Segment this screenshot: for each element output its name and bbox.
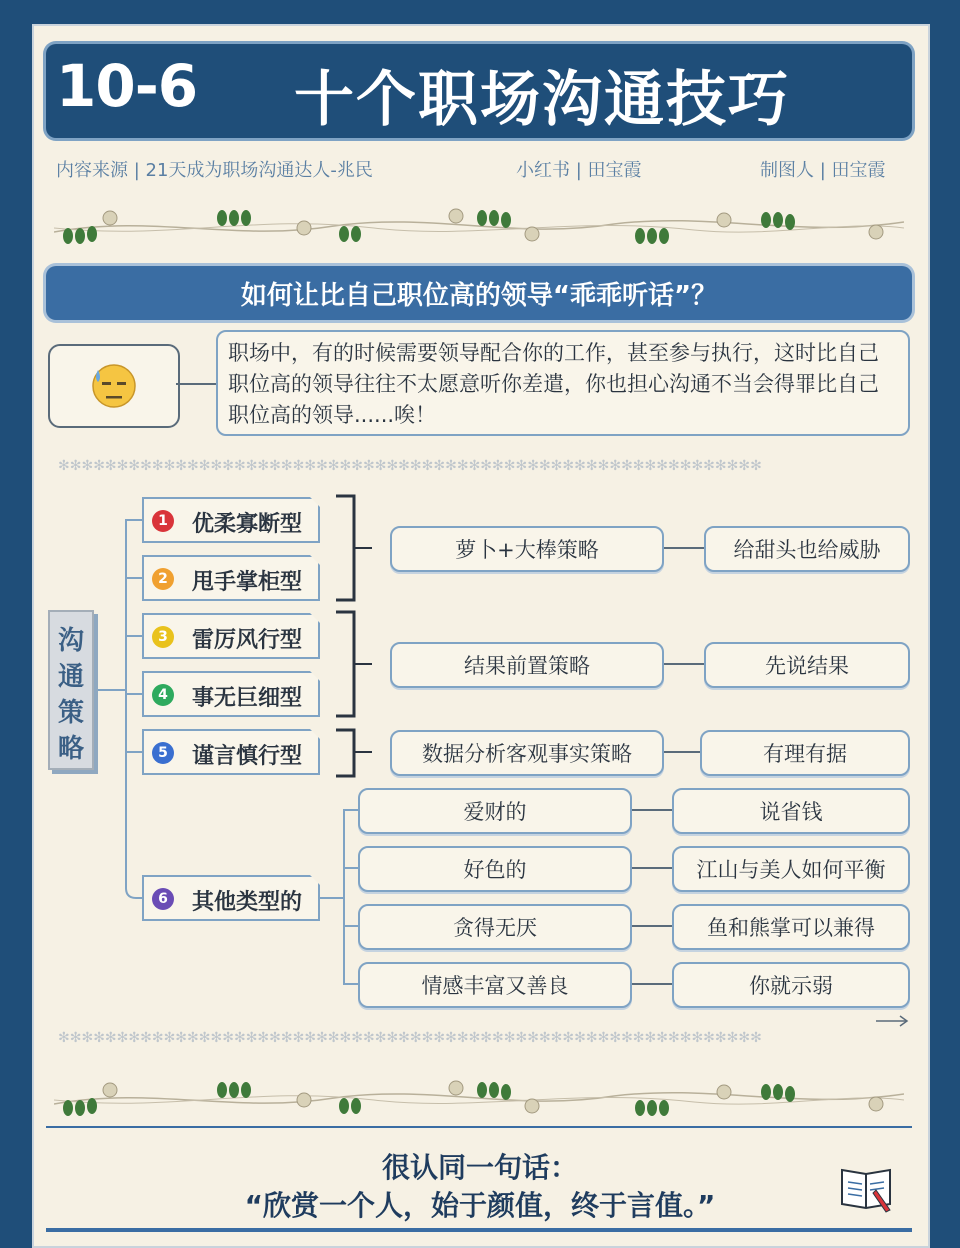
number-badge: 3 <box>152 626 174 648</box>
author-credit: 制图人 | 田宝霞 <box>760 160 886 181</box>
root-char: 沟 <box>57 626 84 656</box>
root-node-strategy <box>48 610 94 770</box>
strategy-node: 数据分析客观事实策略 <box>390 730 664 776</box>
fold-corner <box>310 555 320 565</box>
number-badge: 6 <box>152 888 174 910</box>
fold-corner <box>310 613 320 623</box>
detail-node: 有理有据 <box>700 730 910 776</box>
question-banner: 如何让比自己职位高的领导“乖乖听话”？ <box>46 266 912 320</box>
divider <box>46 1126 912 1128</box>
type-label: 优柔寡断型 <box>192 512 303 537</box>
type-node <box>142 497 320 543</box>
book-pen-icon <box>836 1160 896 1214</box>
fold-corner <box>310 497 320 507</box>
other-kind-node: 好色的 <box>358 846 632 892</box>
number-badge: 1 <box>152 510 174 532</box>
type-label: 雷厉风行型 <box>192 628 303 653</box>
number-badge: 5 <box>152 742 174 764</box>
platform-credit: 小红书 | 田宝霞 <box>516 160 642 181</box>
detail-node: 给甜头也给威胁 <box>704 526 910 572</box>
intro-text: 职场中，有的时候需要领导配合你的工作，甚至参与执行，这时比自己职位高的领导往往不太愿意听你差遣，你也担心沟通不当会得罪比自己职位高的领导......唉！ <box>216 330 910 436</box>
root-char: 通 <box>57 662 84 692</box>
star-divider-bottom: ✻✻✻✻✻✻✻✻✻✻✻✻✻✻✻✻✻✻✻✻✻✻✻✻✻✻✻✻✻✻✻✻✻✻✻✻✻✻✻✻✻✻✻✻✻✻✻✻✻✻✻✻✻✻✻✻✻✻✻✻ <box>58 1030 762 1046</box>
type-label: 其他类型的 <box>192 890 303 915</box>
type-node <box>142 671 320 717</box>
root-char: 略 <box>57 734 84 764</box>
other-advice-node: 说省钱 <box>672 788 910 834</box>
type-label: 谨言慎行型 <box>192 744 303 769</box>
type-node <box>142 613 320 659</box>
other-kind-node: 贪得无厌 <box>358 904 632 950</box>
other-advice-node: 江山与美人如何平衡 <box>672 846 910 892</box>
star-divider-top: ✻✻✻✻✻✻✻✻✻✻✻✻✻✻✻✻✻✻✻✻✻✻✻✻✻✻✻✻✻✻✻✻✻✻✻✻✻✻✻✻✻✻✻✻✻✻✻✻✻✻✻✻✻✻✻✻✻✻✻✻ <box>58 458 762 474</box>
root-char: 策 <box>57 698 84 728</box>
quote-intro: 很认同一句话： <box>381 1151 578 1184</box>
type-node <box>142 729 320 775</box>
other-kind-node: 爱财的 <box>358 788 632 834</box>
fold-corner <box>310 671 320 681</box>
footer-bar <box>46 1228 912 1232</box>
arrow-right-icon <box>874 1012 910 1030</box>
type-node <box>142 555 320 601</box>
strategy-node: 萝卜+大棒策略 <box>390 526 664 572</box>
type-label: 事无巨细型 <box>192 686 303 711</box>
page-title: 十个职场沟通技巧 <box>294 65 790 135</box>
lesson-code: 10-6 <box>56 52 198 120</box>
type-node <box>142 875 320 921</box>
number-badge: 2 <box>152 568 174 590</box>
type-label: 甩手掌柜型 <box>192 570 303 595</box>
source-credit: 内容来源 | 21天成为职场沟通达人-兆民 <box>56 160 373 181</box>
fold-corner <box>310 729 320 739</box>
detail-node: 先说结果 <box>704 642 910 688</box>
quote-text: “欣赏一个人，始于颜值，终于言值。” <box>244 1189 716 1222</box>
other-kind-node: 情感丰富又善良 <box>358 962 632 1008</box>
other-advice-node: 你就示弱 <box>672 962 910 1008</box>
strategy-node: 结果前置策略 <box>390 642 664 688</box>
number-badge: 4 <box>152 684 174 706</box>
fold-corner <box>310 875 320 885</box>
other-advice-node: 鱼和熊掌可以兼得 <box>672 904 910 950</box>
